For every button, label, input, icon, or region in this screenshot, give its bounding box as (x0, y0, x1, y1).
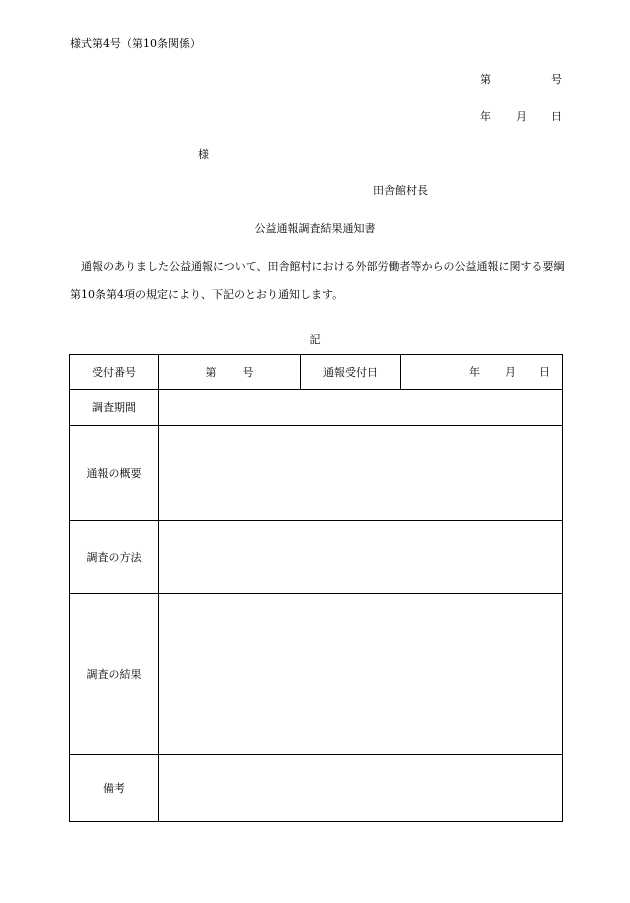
issue-date-day: 日 (551, 110, 562, 123)
receipt-date-month: 月 (505, 365, 516, 379)
method-label: 調査の方法 (70, 521, 159, 594)
receipt-number-label: 受付番号 (70, 355, 159, 390)
method-cell (159, 521, 563, 594)
receipt-date-year: 年 (469, 365, 480, 379)
table-row (70, 755, 563, 822)
remarks-cell (159, 755, 563, 822)
table-row (70, 521, 563, 594)
addressee: 様 (198, 148, 209, 161)
table-row (70, 426, 563, 521)
doc-number-prefix: 第 (480, 73, 491, 86)
document-title: 公益通報調査結果通知書 (254, 222, 376, 235)
receipt-number-cell (159, 355, 301, 390)
receipt-date-day: 日 (539, 365, 550, 379)
receipt-number-suffix: 号 (242, 365, 254, 379)
table-row (70, 594, 563, 755)
table-row (70, 355, 563, 390)
issue-date-month: 月 (516, 110, 527, 123)
period-cell (159, 390, 563, 426)
receipt-number-prefix: 第 (205, 365, 217, 379)
table-row (70, 390, 563, 426)
form-number: 様式第4号（第10条関係） (70, 37, 201, 50)
doc-number-suffix: 号 (551, 73, 562, 86)
summary-cell (159, 426, 563, 521)
summary-label: 通報の概要 (70, 426, 159, 521)
issue-date-year: 年 (480, 110, 491, 123)
remarks-label: 備考 (70, 755, 159, 822)
receipt-date-label: 通報受付日 (301, 355, 401, 390)
ki-heading: 記 (309, 333, 321, 346)
result-label: 調査の結果 (70, 594, 159, 755)
sender: 田舎館村長 (373, 184, 428, 197)
record-table (69, 354, 563, 822)
period-label: 調査期間 (70, 390, 159, 426)
body-text: 通報のありました公益通報について、田舎館村における外部労働者等からの公益通報に関する要綱第10条第4項の規定により、下記のとおり通知します。 (70, 260, 565, 301)
receipt-date-cell (401, 355, 563, 390)
result-cell (159, 594, 563, 755)
